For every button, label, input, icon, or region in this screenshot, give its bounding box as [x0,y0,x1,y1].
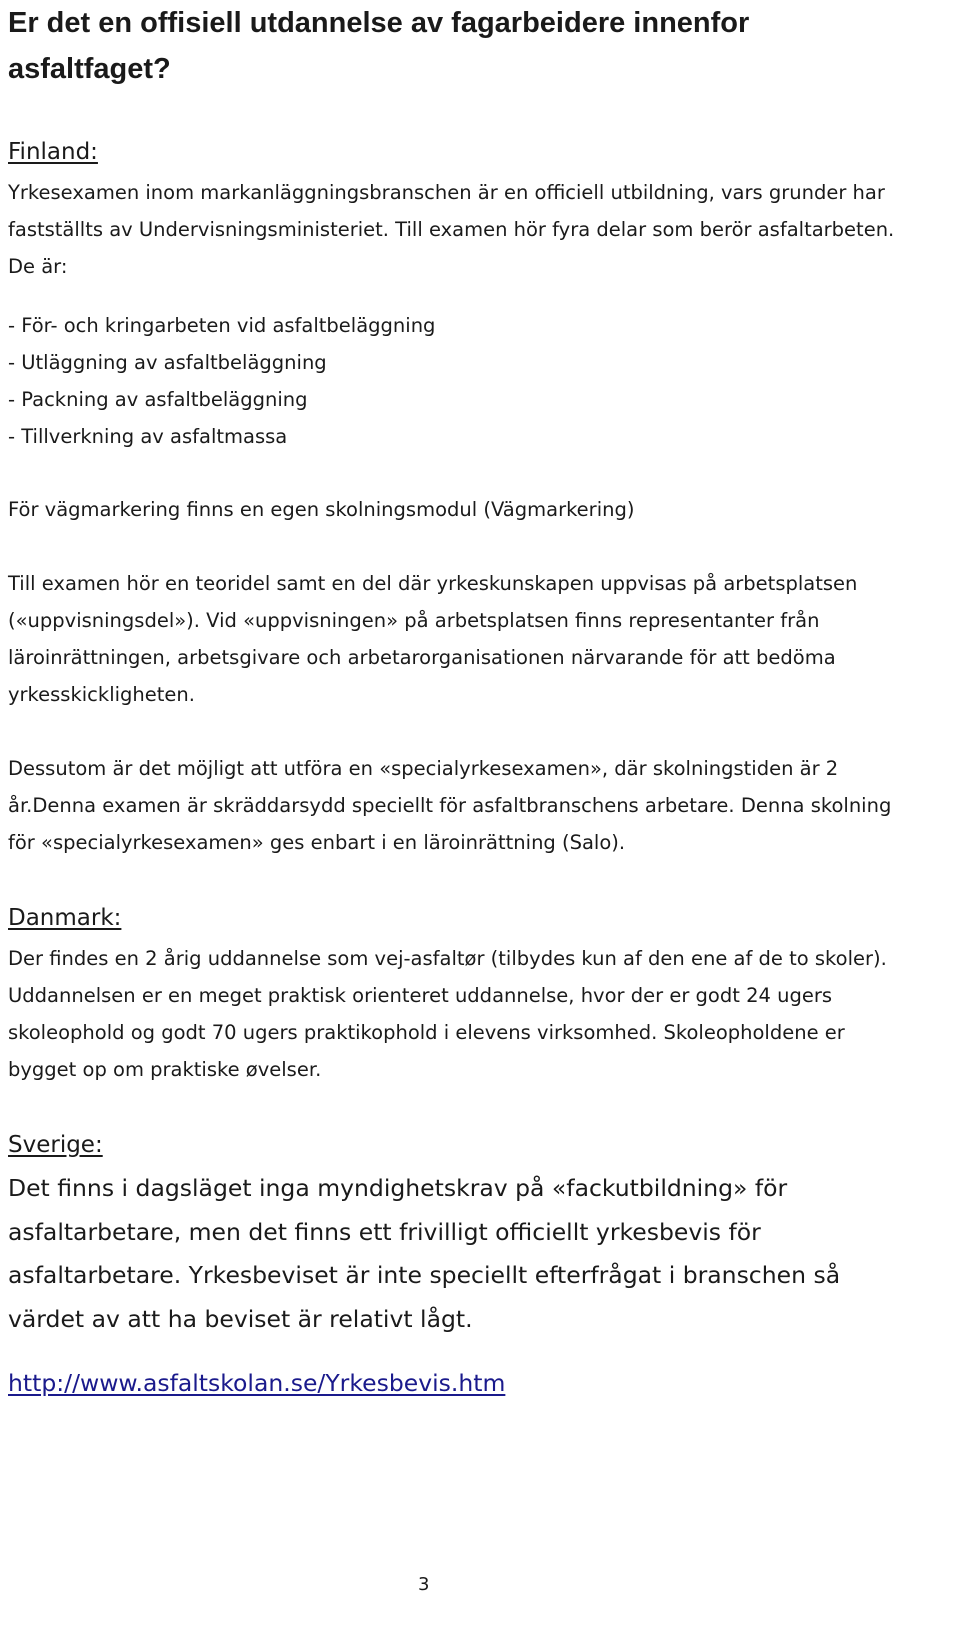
page-title: Er det en offisiell utdannelse av fagarbeidere innenfor asfaltfaget? [8,7,750,85]
list-item: - För- och kringarbeten vid asfaltbeläggning [8,314,436,337]
list-item: - Tillverkning av asfaltmassa [8,425,288,448]
list-item: - Utläggning av asfaltbeläggning [8,351,327,374]
asfaltskolan-yrkesbevis-link[interactable]: http://www.asfaltskolan.se/Yrkesbevis.htm [8,1369,506,1397]
page-number: 3 [418,1574,430,1595]
section-heading-finland: Finland: [8,139,98,165]
finland-specialyrkesexamen-paragraph: Dessutom är det möjligt att utföra en «specialyrkesexamen», där skolningstiden är 2 år.Denna examen är skräddarsydd speciellt för asfaltbranschens arbetare. Denna skolning för «specialyrkesexamen» ges enbart i en läroinrättning (Salo). [8,757,892,854]
sverige-paragraph: Det finns i dagsläget inga myndighetskrav på «fackutbildning» för asfaltarbetare, men det finns ett frivilligt officiellt yrkesbevis för asfaltarbetare. Yrkesbeviset är inte speciellt efterfrågat i branschen så värdet av att ha beviset är relativt lågt. [8,1174,841,1333]
finland-exam-parts-list [8,307,918,455]
finland-teoridel-paragraph: Till examen hör en teoridel samt en del där yrkeskunskapen uppvisas på arbetsplatsen («uppvisningsdel»). Vid «uppvisningen» på arbetsplatsen finns representanter från läroinrättningen, arbetsgivare och arbetarorganisationen närvarande för att bedöma yrkesskickligheten. [8,572,858,706]
finland-vagmarkering-paragraph: För vägmarkering finns en egen skolningsmodul (Vägmarkering) [8,498,635,521]
section-heading-sverige: Sverige: [8,1132,103,1158]
danmark-paragraph: Der findes en 2 årig uddannelse som vej-asfaltør (tilbydes kun af den ene af de to skoler). Uddannelsen er en meget praktisk orienteret uddannelse, hvor der er godt 24 ugers skoleophold og godt 70 ugers praktikophold i elevens virksomhed. Skoleopholdene er bygget op om praktiske øvelser. [8,947,887,1081]
list-item: - Packning av asfaltbeläggning [8,388,308,411]
finland-intro-paragraph: Yrkesexamen inom markanläggningsbranschen är en officiell utbildning, vars grunder har fastställts av Undervisningsministeriet. Till examen hör fyra delar som berör asfaltarbeten. De är: [8,181,895,278]
section-heading-danmark: Danmark: [8,905,122,931]
